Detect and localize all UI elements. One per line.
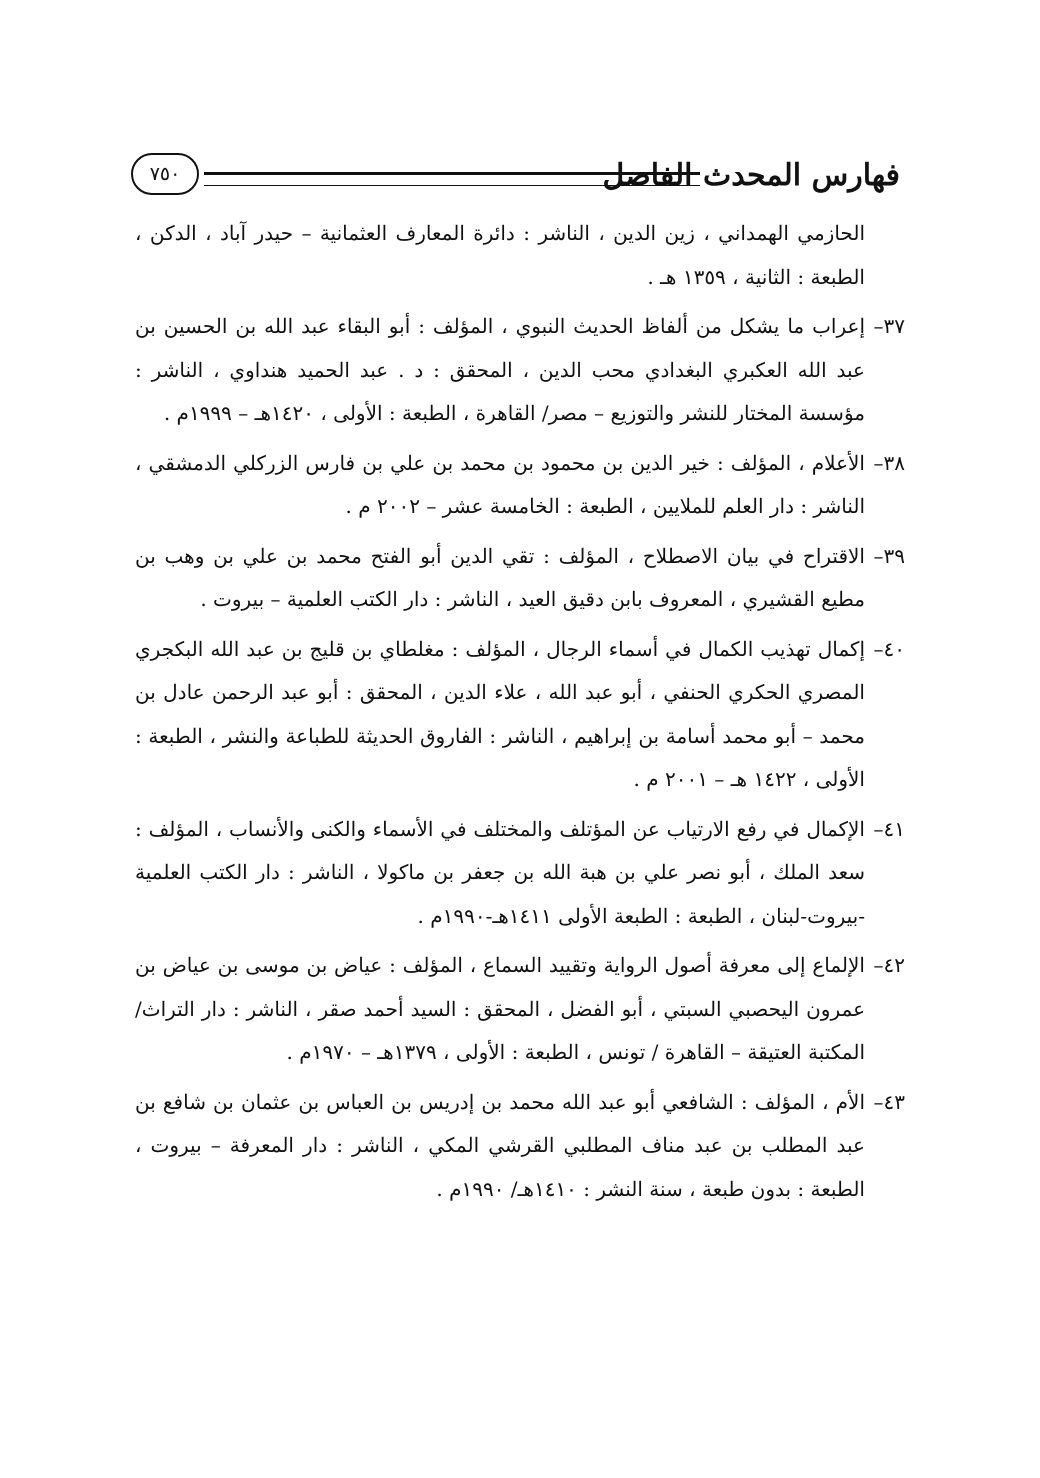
page-number: ٧٥٠ (149, 163, 181, 185)
page-number-badge (130, 152, 200, 196)
list-item (135, 442, 905, 529)
entry-number: ٤٢– (873, 953, 905, 977)
list-item (135, 535, 905, 622)
entry-number: ٤٣– (873, 1089, 905, 1114)
header-title: فهارس المحدث الفاصل (602, 158, 900, 193)
entry-number: ٤٠– (873, 636, 905, 661)
entry-text: إكمال تهذيب الكمال في أسماء الرجال ، المؤلف : مغلطاي بن قليج بن عبد الله البكجري المصري الحكري الحنفي ، أبو عبد الله ، علاء الدين ، المحقق : أبو عبد الرحمن عادل بن محمد – أبو محمد أسامة بن إبراهيم ، الناشر : الفاروق الحديثة للطباعة والنشر ، الطبعة : الأولى ، ١٤٢٢ هـ – ٢٠٠١ م . (135, 636, 865, 791)
entry-text: الاقتراح في بيان الاصطلاح ، المؤلف : تقي الدين أبو الفتح محمد بن علي بن وهب بن مطيع القشيري ، المعروف بابن دقيق العيد ، الناشر : دار الكتب العلمية – بيروت . (135, 543, 865, 611)
entry-number: ٣٨– (873, 450, 905, 475)
entry-text: إعراب ما يشكل من ألفاظ الحديث النبوي ، المؤلف : أبو البقاء عبد الله بن الحسين بن عبد الله العكبري البغدادي محب الدين ، المحقق : د . عبد الحميد هنداوي ، الناشر : مؤسسة المختار للنشر والتوزيع – مصر/ القاهرة ، الطبعة : الأولى ، ١٤٢٠هـ – ١٩٩٩م . (135, 314, 865, 425)
list-item (135, 808, 905, 939)
list-item (135, 1081, 905, 1212)
list-item (135, 305, 905, 436)
entry-text: الأم ، المؤلف : الشافعي أبو عبد الله محمد بن إدريس بن العباس بن عثمان بن شافع بن عبد المطلب بن عبد مناف المطلبي القرشي المكي ، الناشر : دار المعرفة – بيروت ، الطبعة : بدون طبعة ، سنة النشر : ١٤١٠هـ/ ١٩٩٠م . (135, 1089, 865, 1201)
entry-number: ٣٩– (873, 543, 905, 568)
entry-text: الإكمال في رفع الارتياب عن المؤتلف والمختلف في الأسماء والكنى والأنساب ، المؤلف : سعد الملك ، أبو نصر علي بن هبة الله بن جعفر بن ماكولا ، الناشر : دار الكتب العلمية -بيروت-لبنان ، الطبعة : الطبعة الأولى ١٤١١هـ-١٩٩٠م . (135, 816, 865, 928)
header-rule (204, 172, 700, 186)
entry-number: ٤١– (873, 816, 905, 841)
entry-text: الحازمي الهمداني ، زين الدين ، الناشر : دائرة المعارف العثمانية – حيدر آباد ، الدكن ، الطبعة : الثانية ، ١٣٥٩ هـ . (135, 221, 865, 289)
entry-number: ٣٧– (873, 314, 905, 338)
list-item (135, 212, 905, 299)
running-header (130, 150, 900, 210)
list-item (135, 944, 905, 1075)
entry-text: الإلماع إلى معرفة أصول الرواية وتقييد السماع ، المؤلف : عياض بن موسى بن عياض بن عمرون اليحصبي السبتي ، أبو الفضل ، المحقق : السيد أحمد صقر ، الناشر : دار التراث/ المكتبة العتيقة – القاهرة / تونس ، الطبعة : الأولى ، ١٣٧٩هـ – ١٩٧٠م . (135, 953, 865, 1064)
list-item (135, 628, 905, 802)
bibliography-list (135, 212, 905, 1217)
entry-text: الأعلام ، المؤلف : خير الدين بن محمود بن محمد بن علي بن فارس الزركلي الدمشقي ، الناشر : دار العلم للملايين ، الطبعة : الخامسة عشر – ٢٠٠٢ م . (135, 450, 865, 518)
